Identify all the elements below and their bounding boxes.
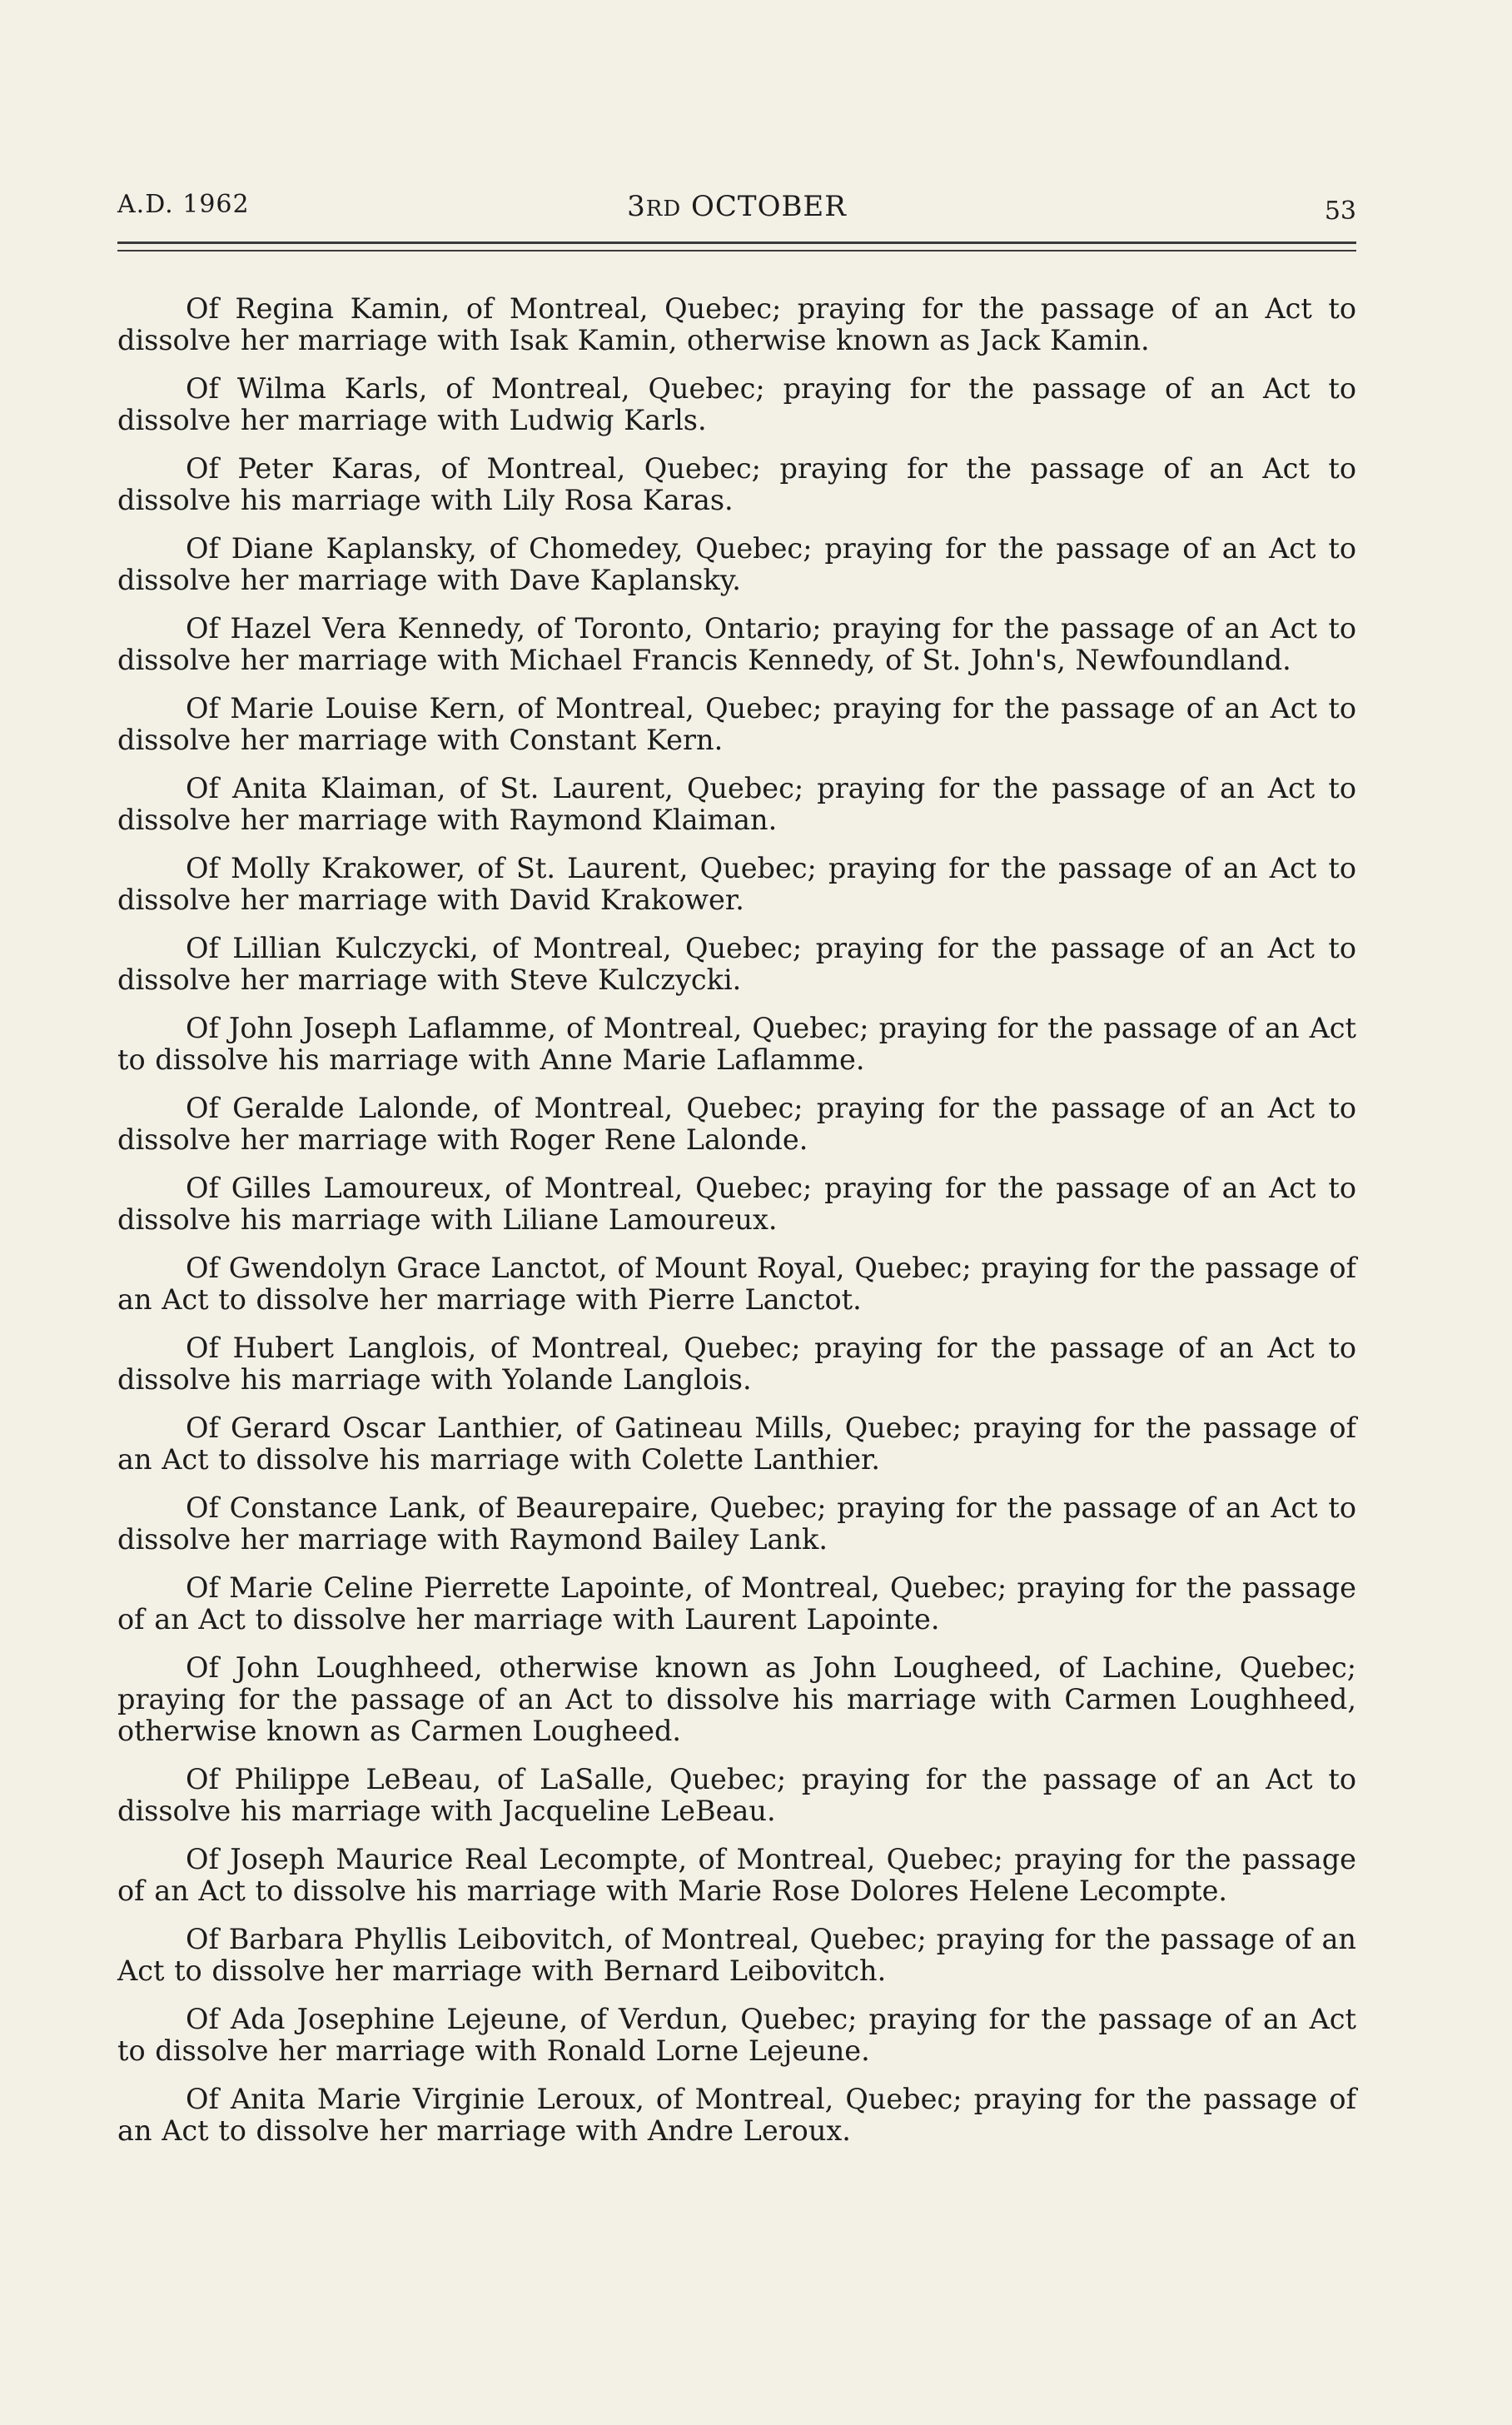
header-year: A.D. 1962: [117, 190, 250, 219]
petition-entry: Of Philippe LeBeau, of LaSalle, Quebec; praying for the passage of an Act to dissolve his marriage with Jacqueline LeBeau.: [117, 1763, 1356, 1827]
petition-entry: Of Gilles Lamoureux, of Montreal, Quebec; praying for the passage of an Act to dissolve his marriage with Liliane Lamoureux.: [117, 1172, 1356, 1236]
petition-entry: Of John Loughheed, otherwise known as John Lougheed, of Lachine, Quebec; praying for the passage of an Act to dissolve his marriage with Carmen Loughheed, otherwise known as Carmen Lougheed.: [117, 1651, 1356, 1747]
petition-entry: Of Constance Lank, of Beaurepaire, Quebec; praying for the passage of an Act to dissolve her marriage with Raymond Bailey Lank.: [117, 1491, 1356, 1556]
petition-entry: Of Gwendolyn Grace Lanctot, of Mount Royal, Quebec; praying for the passage of an Act to dissolve her marriage with Pierre Lanctot.: [117, 1252, 1356, 1316]
petition-entry: Of Barbara Phyllis Leibovitch, of Montreal, Quebec; praying for the passage of an Act to dissolve her marriage with Bernard Leibovitch.: [117, 1923, 1356, 1987]
petition-entry: Of Hubert Langlois, of Montreal, Quebec; praying for the passage of an Act to dissolve his marriage with Yolande Langlois.: [117, 1332, 1356, 1396]
petition-entry: Of Anita Klaiman, of St. Laurent, Quebec; praying for the passage of an Act to dissolve her marriage with Raymond Klaiman.: [117, 772, 1356, 836]
page-number: 53: [1324, 197, 1356, 226]
petition-entry: Of Regina Kamin, of Montreal, Quebec; praying for the passage of an Act to dissolve her marriage with Isak Kamin, otherwise known as Jack Kamin.: [117, 292, 1356, 356]
header-date-day: 3: [627, 190, 646, 223]
petition-entry: Of Joseph Maurice Real Lecompte, of Montreal, Quebec; praying for the passage of an Act to dissolve his marriage with Marie Rose Dolores Helene Lecompte.: [117, 1843, 1356, 1907]
petition-entry: Of Peter Karas, of Montreal, Quebec; praying for the passage of an Act to dissolve his marriage with Lily Rosa Karas.: [117, 452, 1356, 516]
header-rule-bottom: [117, 250, 1356, 251]
petition-entry: Of Lillian Kulczycki, of Montreal, Quebec; praying for the passage of an Act to dissolve her marriage with Steve Kulczycki.: [117, 932, 1356, 996]
petition-entry: Of Ada Josephine Lejeune, of Verdun, Quebec; praying for the passage of an Act to dissolve her marriage with Ronald Lorne Lejeune.: [117, 2003, 1356, 2067]
petition-entry: Of Anita Marie Virginie Leroux, of Montreal, Quebec; praying for the passage of an Act to dissolve her marriage with Andre Leroux.: [117, 2083, 1356, 2147]
petition-entry: Of Hazel Vera Kennedy, of Toronto, Ontario; praying for the passage of an Act to dissolve her marriage with Michael Francis Kennedy, of St. John's, Newfoundland.: [117, 612, 1356, 676]
header-date-suffix: RD: [645, 197, 682, 222]
header-date: [117, 190, 1356, 223]
page-header: [117, 185, 1356, 232]
petition-entry: Of Marie Celine Pierrette Lapointe, of Montreal, Quebec; praying for the passage of an Act to dissolve her marriage with Laurent Lapointe.: [117, 1571, 1356, 1636]
header-rule-top: [117, 242, 1356, 244]
petition-entry: Of Marie Louise Kern, of Montreal, Quebec; praying for the passage of an Act to dissolve her marriage with Constant Kern.: [117, 692, 1356, 756]
petition-entry: Of Gerard Oscar Lanthier, of Gatineau Mills, Quebec; praying for the passage of an Act to dissolve his marriage with Colette Lanthier.: [117, 1412, 1356, 1476]
petition-entry: Of Geralde Lalonde, of Montreal, Quebec; praying for the passage of an Act to dissolve her marriage with Roger Rene Lalonde.: [117, 1092, 1356, 1156]
petition-entry: Of John Joseph Laflamme, of Montreal, Quebec; praying for the passage of an Act to dissolve his marriage with Anne Marie Laflamme.: [117, 1012, 1356, 1076]
petition-entry: Of Diane Kaplansky, of Chomedey, Quebec; praying for the passage of an Act to dissolve her marriage with Dave Kaplansky.: [117, 532, 1356, 596]
petition-entry: Of Molly Krakower, of St. Laurent, Quebec; praying for the passage of an Act to dissolve her marriage with David Krakower.: [117, 852, 1356, 916]
header-date-month: OCTOBER: [691, 190, 847, 223]
petition-list: [117, 293, 1356, 2164]
petition-entry: Of Wilma Karls, of Montreal, Quebec; praying for the passage of an Act to dissolve her marriage with Ludwig Karls.: [117, 372, 1356, 436]
